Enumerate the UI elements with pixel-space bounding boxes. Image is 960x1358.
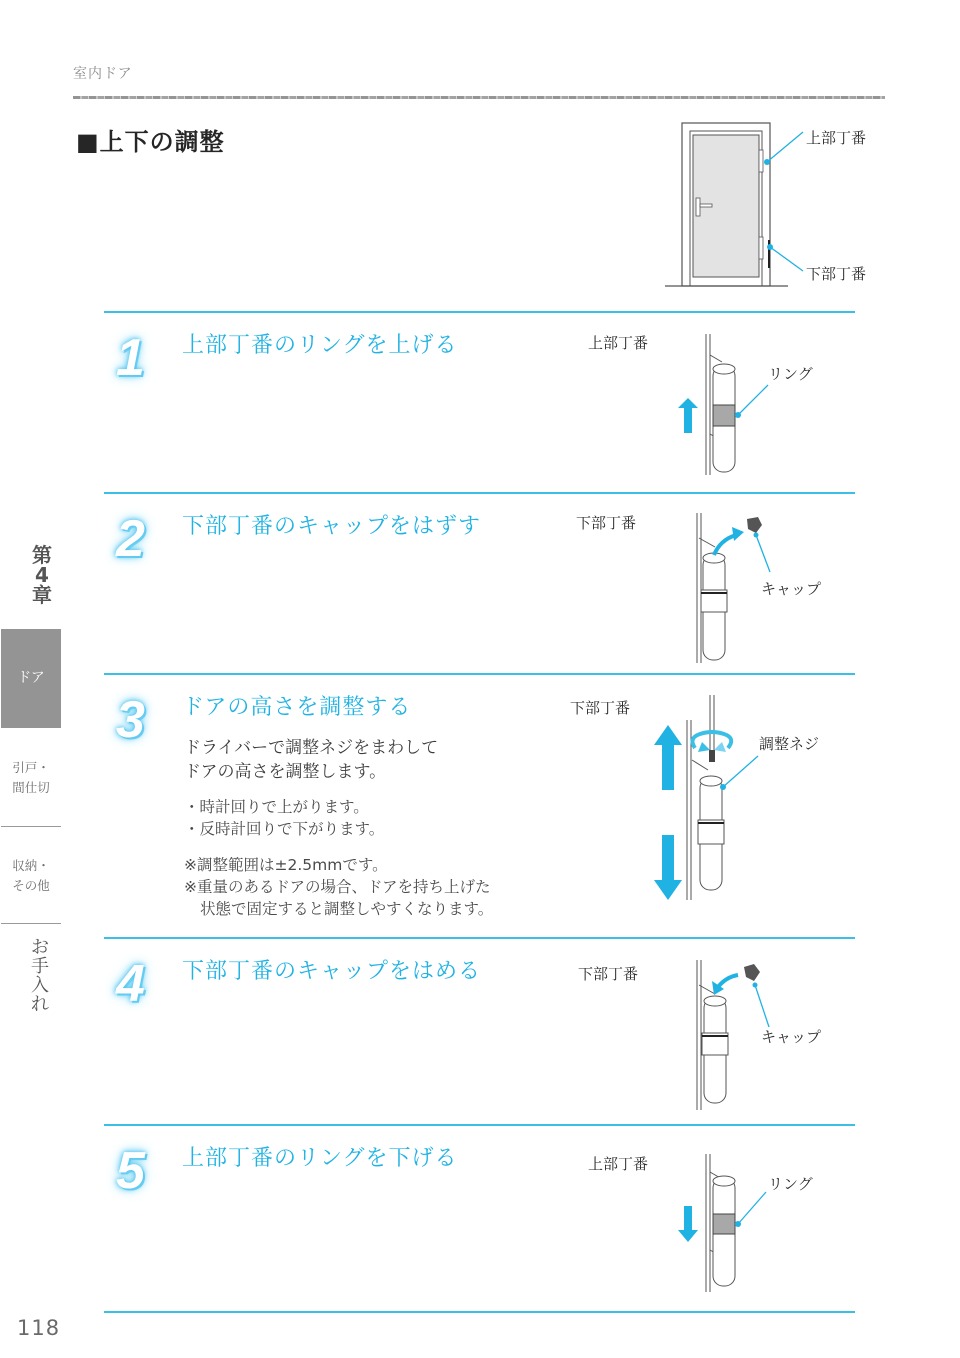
step-divider xyxy=(104,311,855,313)
step-title: ドアの高さを調整する xyxy=(182,695,412,720)
note-line: 状態で固定すると調整しやすくなります。 xyxy=(200,900,494,918)
bullet-line: ・反時計回りで下がります。 xyxy=(184,820,385,838)
figure-callout: キャップ xyxy=(761,1028,822,1046)
step-number: 1 xyxy=(116,329,145,387)
sidebar-tab-sliding-door[interactable] xyxy=(1,758,61,798)
step-body xyxy=(184,736,438,784)
note-line: ※調整範囲は±2.5mmです。 xyxy=(184,856,388,874)
tab-char: 手 xyxy=(31,956,49,977)
step-title: 上部丁番のリングを下げる xyxy=(182,1146,458,1171)
tab-line: 引戸・ xyxy=(12,760,50,775)
figure-callout: リング xyxy=(768,365,813,383)
chapter-label xyxy=(27,545,57,605)
tab-line: その他 xyxy=(12,878,50,893)
figure-label: 下部丁番 xyxy=(576,514,637,532)
tab-line: 収納・ xyxy=(12,858,50,873)
step-divider xyxy=(104,673,855,675)
figure-callout: リング xyxy=(768,1175,813,1193)
tab-char: れ xyxy=(31,994,49,1015)
figure-label: 上部丁番 xyxy=(588,334,649,352)
sidebar-tab-door[interactable]: ドア xyxy=(1,629,61,728)
bullet-line: ・時計回りで上がります。 xyxy=(184,798,369,816)
sidebar-tab-maintenance[interactable] xyxy=(27,938,53,1014)
lower-hinge-label: 下部丁番 xyxy=(806,265,867,283)
chapter-char: 第 xyxy=(32,543,52,567)
figure-callout: キャップ xyxy=(761,580,822,598)
tab-char: お xyxy=(31,937,49,958)
upper-hinge-label: 上部丁番 xyxy=(806,129,867,147)
note-line: ※重量のあるドアの場合、ドアを持ち上げた xyxy=(184,878,491,896)
step-title: 上部丁番のリングを上げる xyxy=(182,333,458,358)
section-title: ■上下の調整 xyxy=(76,128,225,156)
door-overview-diagram xyxy=(660,110,890,300)
step-divider xyxy=(104,1124,855,1126)
step-number: 4 xyxy=(116,955,145,1013)
step-number: 2 xyxy=(116,510,145,568)
step-bullets xyxy=(184,796,384,840)
hinge-ring-up-illustration xyxy=(670,330,780,480)
hinge-adjust-screw-illustration xyxy=(650,690,770,910)
page-number: 118 xyxy=(17,1316,61,1340)
sidebar-tab-storage[interactable] xyxy=(1,856,61,896)
running-head: 室内ドア xyxy=(73,66,133,82)
tab-char: 入 xyxy=(31,975,49,996)
figure-label: 下部丁番 xyxy=(578,965,639,983)
step-number: 5 xyxy=(116,1142,145,1200)
step-notes xyxy=(184,854,493,920)
step-title: 下部丁番のキャップをはめる xyxy=(182,959,482,984)
step-number: 3 xyxy=(116,691,145,749)
sidebar-divider xyxy=(1,826,61,827)
figure-label: 下部丁番 xyxy=(570,699,631,717)
tab-line: 間仕切 xyxy=(12,780,50,795)
step-title: 下部丁番のキャップをはずす xyxy=(182,514,482,539)
chapter-number: 4 xyxy=(35,563,49,587)
figure-label: 上部丁番 xyxy=(588,1155,649,1173)
body-line: ドライバーで調整ネジをまわして xyxy=(184,738,439,758)
header-rule xyxy=(73,96,885,99)
step-divider xyxy=(104,1311,855,1313)
step-divider xyxy=(104,937,855,939)
chapter-char: 章 xyxy=(32,583,52,607)
hinge-ring-down-illustration xyxy=(670,1150,780,1295)
figure-callout: 調整ネジ xyxy=(759,735,820,753)
step-divider xyxy=(104,492,855,494)
body-line: ドアの高さを調整します。 xyxy=(184,762,387,782)
sidebar-divider xyxy=(1,923,61,924)
